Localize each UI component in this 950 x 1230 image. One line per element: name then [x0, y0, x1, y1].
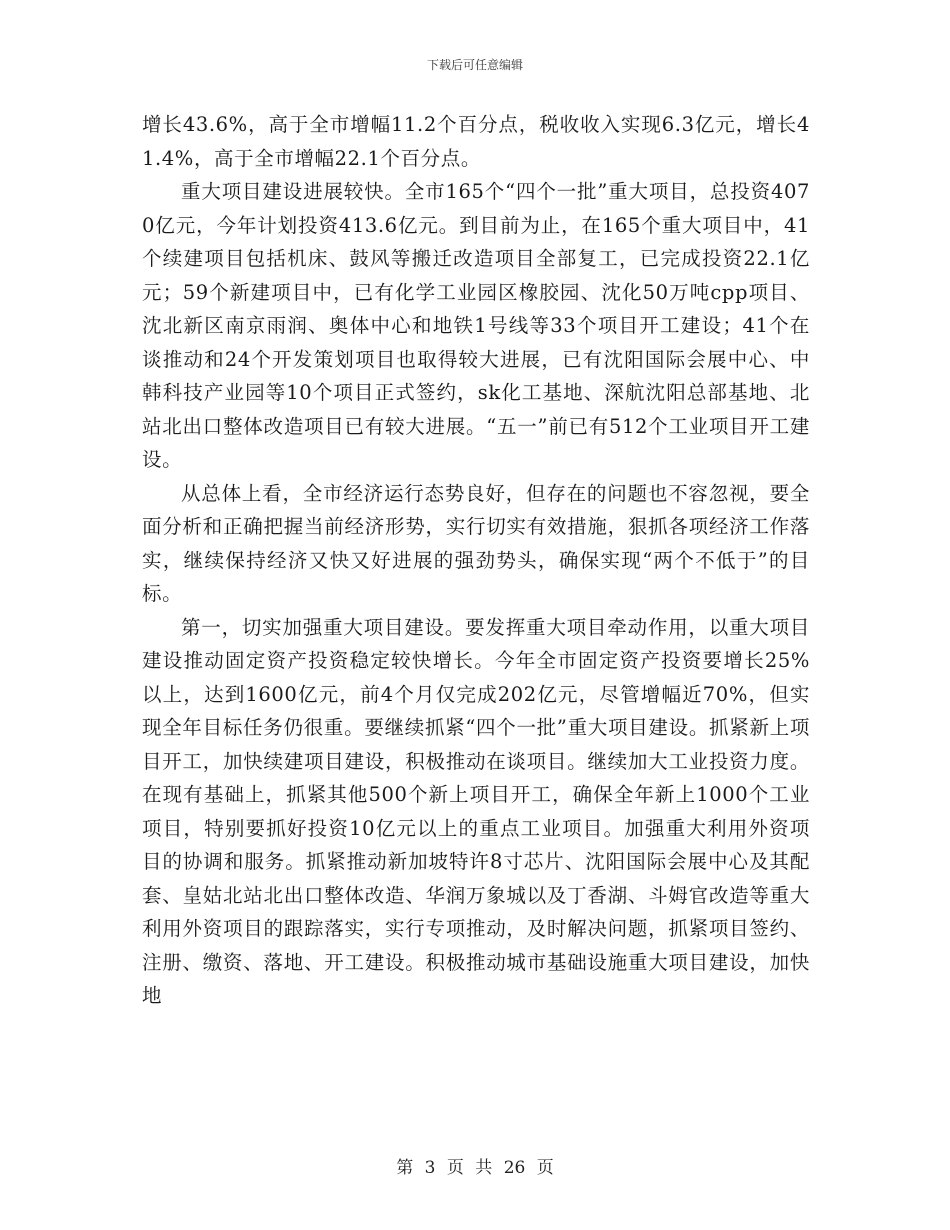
paragraph-4: 第一，切实加强重大项目建设。要发挥重大项目牵动作用，以重大项目建设推动固定资产投资稳定较快增长。今年全市固定资产投资要增长25%以上，达到1600亿元，前4个月仅完成202亿元，尽管增幅近70%，但实现全年目标任务仍很重。要继续抓紧“四个一批”重大项目建设。抓紧新上项目开工，加快续建项目建设，积极推动在谈项目。继续加大工业投资力度。在现有基础上，抓紧其他500个新上项目开工，确保全年新上1000个工业项目，特别要抓好投资10亿元以上的重点工业项目。加强重大利用外资项目的协调和服务。抓紧推动新加坡特许8寸芯片、沈阳国际会展中心及其配套、皇姑北站北出口整体改造、华润万象城以及丁香湖、斗姆官改造等重大利用外资项目的跟踪落实，实行专项推动，及时解决问题，抓紧项目签约、注册、缴资、落地、开工建设。积极推动城市基础设施重大项目建设，加快地: [142, 615, 810, 1007]
paragraph-2: 重大项目建设进展较快。全市165个“四个一批”重大项目，总投资4070亿元，今年计划投资413.6亿元。到目前为止，在165个重大项目中，41个续建项目包括机床、鼓风等搬迁改造项目全部复工，已完成投资22.1亿元；59个新建项目中，已有化学工业园区橡胶园、沈化50万吨cpp项目、沈北新区南京雨润、奥体中心和地铁1号线等33个项目开工建设；41个在谈推动和24个开发策划项目也取得较大进展，已有沈阳国际会展中心、中韩科技产业园等10个项目正式签约，sk化工基地、深航沈阳总部基地、北站北出口整体改造项目已有较大进展。“五一”前已有512个工业项目开工建设。: [142, 180, 810, 471]
page-header: 下载后可任意编辑: [426, 58, 523, 72]
paragraph-1: 增长43.6%，高于全市增幅11.2个百分点，税收收入实现6.3亿元，增长41.4%，高于全市增幅22.1个百分点。: [142, 113, 810, 170]
paragraph-3: 从总体上看，全市经济运行态势良好，但存在的问题也不容忽视，要全面分析和正确把握当前经济形势，实行切实有效措施，狠抓各项经济工作落实，继续保持经济又快又好进展的强劲势头，确保实现“两个不低于”的目标。: [142, 481, 810, 605]
page-number-footer: 第 3 页 共 26 页: [396, 1158, 554, 1178]
document-body: [142, 108, 810, 1013]
